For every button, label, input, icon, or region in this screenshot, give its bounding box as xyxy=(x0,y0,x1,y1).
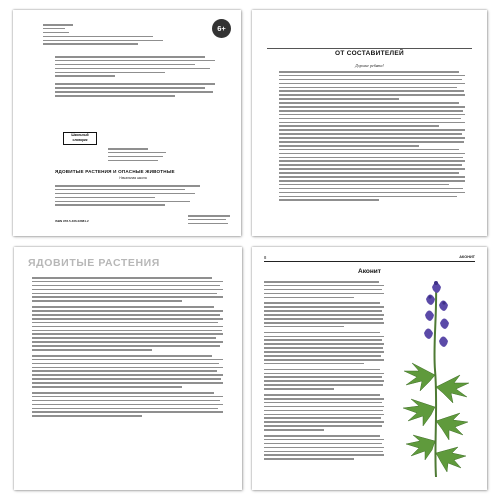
isbn-code: ISBN 978-5-466-02881-2 xyxy=(55,219,89,223)
preface-body-text xyxy=(279,71,465,203)
book-subtitle: Начальная школа xyxy=(119,176,147,180)
age-rating-badge: 6+ xyxy=(212,19,231,38)
chapter-page xyxy=(14,247,242,490)
book-title: ЯДОВИТЫЕ РАСТЕНИЯ И ОПАСНЫЕ ЖИВОТНЫЕ xyxy=(55,169,175,174)
article-body-text xyxy=(264,281,384,462)
printing-info xyxy=(55,185,205,208)
header-rule xyxy=(264,261,475,262)
page-number: 8 xyxy=(264,255,267,260)
catalog-header-block xyxy=(43,24,173,47)
running-header: АКОНИТ xyxy=(459,255,475,259)
credits-block xyxy=(108,148,168,164)
article-page xyxy=(252,247,487,490)
publisher-logo: Школьный словарик xyxy=(63,132,97,145)
copyright-block xyxy=(188,215,233,227)
chapter-body-text xyxy=(32,277,223,419)
preface-page xyxy=(252,10,487,236)
section-title: ОТ СОСТАВИТЕЛЕЙ xyxy=(335,50,404,57)
article-title: Аконит xyxy=(358,268,381,275)
chapter-title: ЯДОВИТЫЕ РАСТЕНИЯ xyxy=(28,257,160,269)
aconite-illustration xyxy=(392,275,478,481)
bibliographic-description xyxy=(55,56,215,99)
imprint-page xyxy=(13,10,241,236)
aconite-plant-icon xyxy=(392,275,478,481)
section-rule xyxy=(267,48,472,49)
greeting: Дорогие ребята! xyxy=(355,63,384,68)
